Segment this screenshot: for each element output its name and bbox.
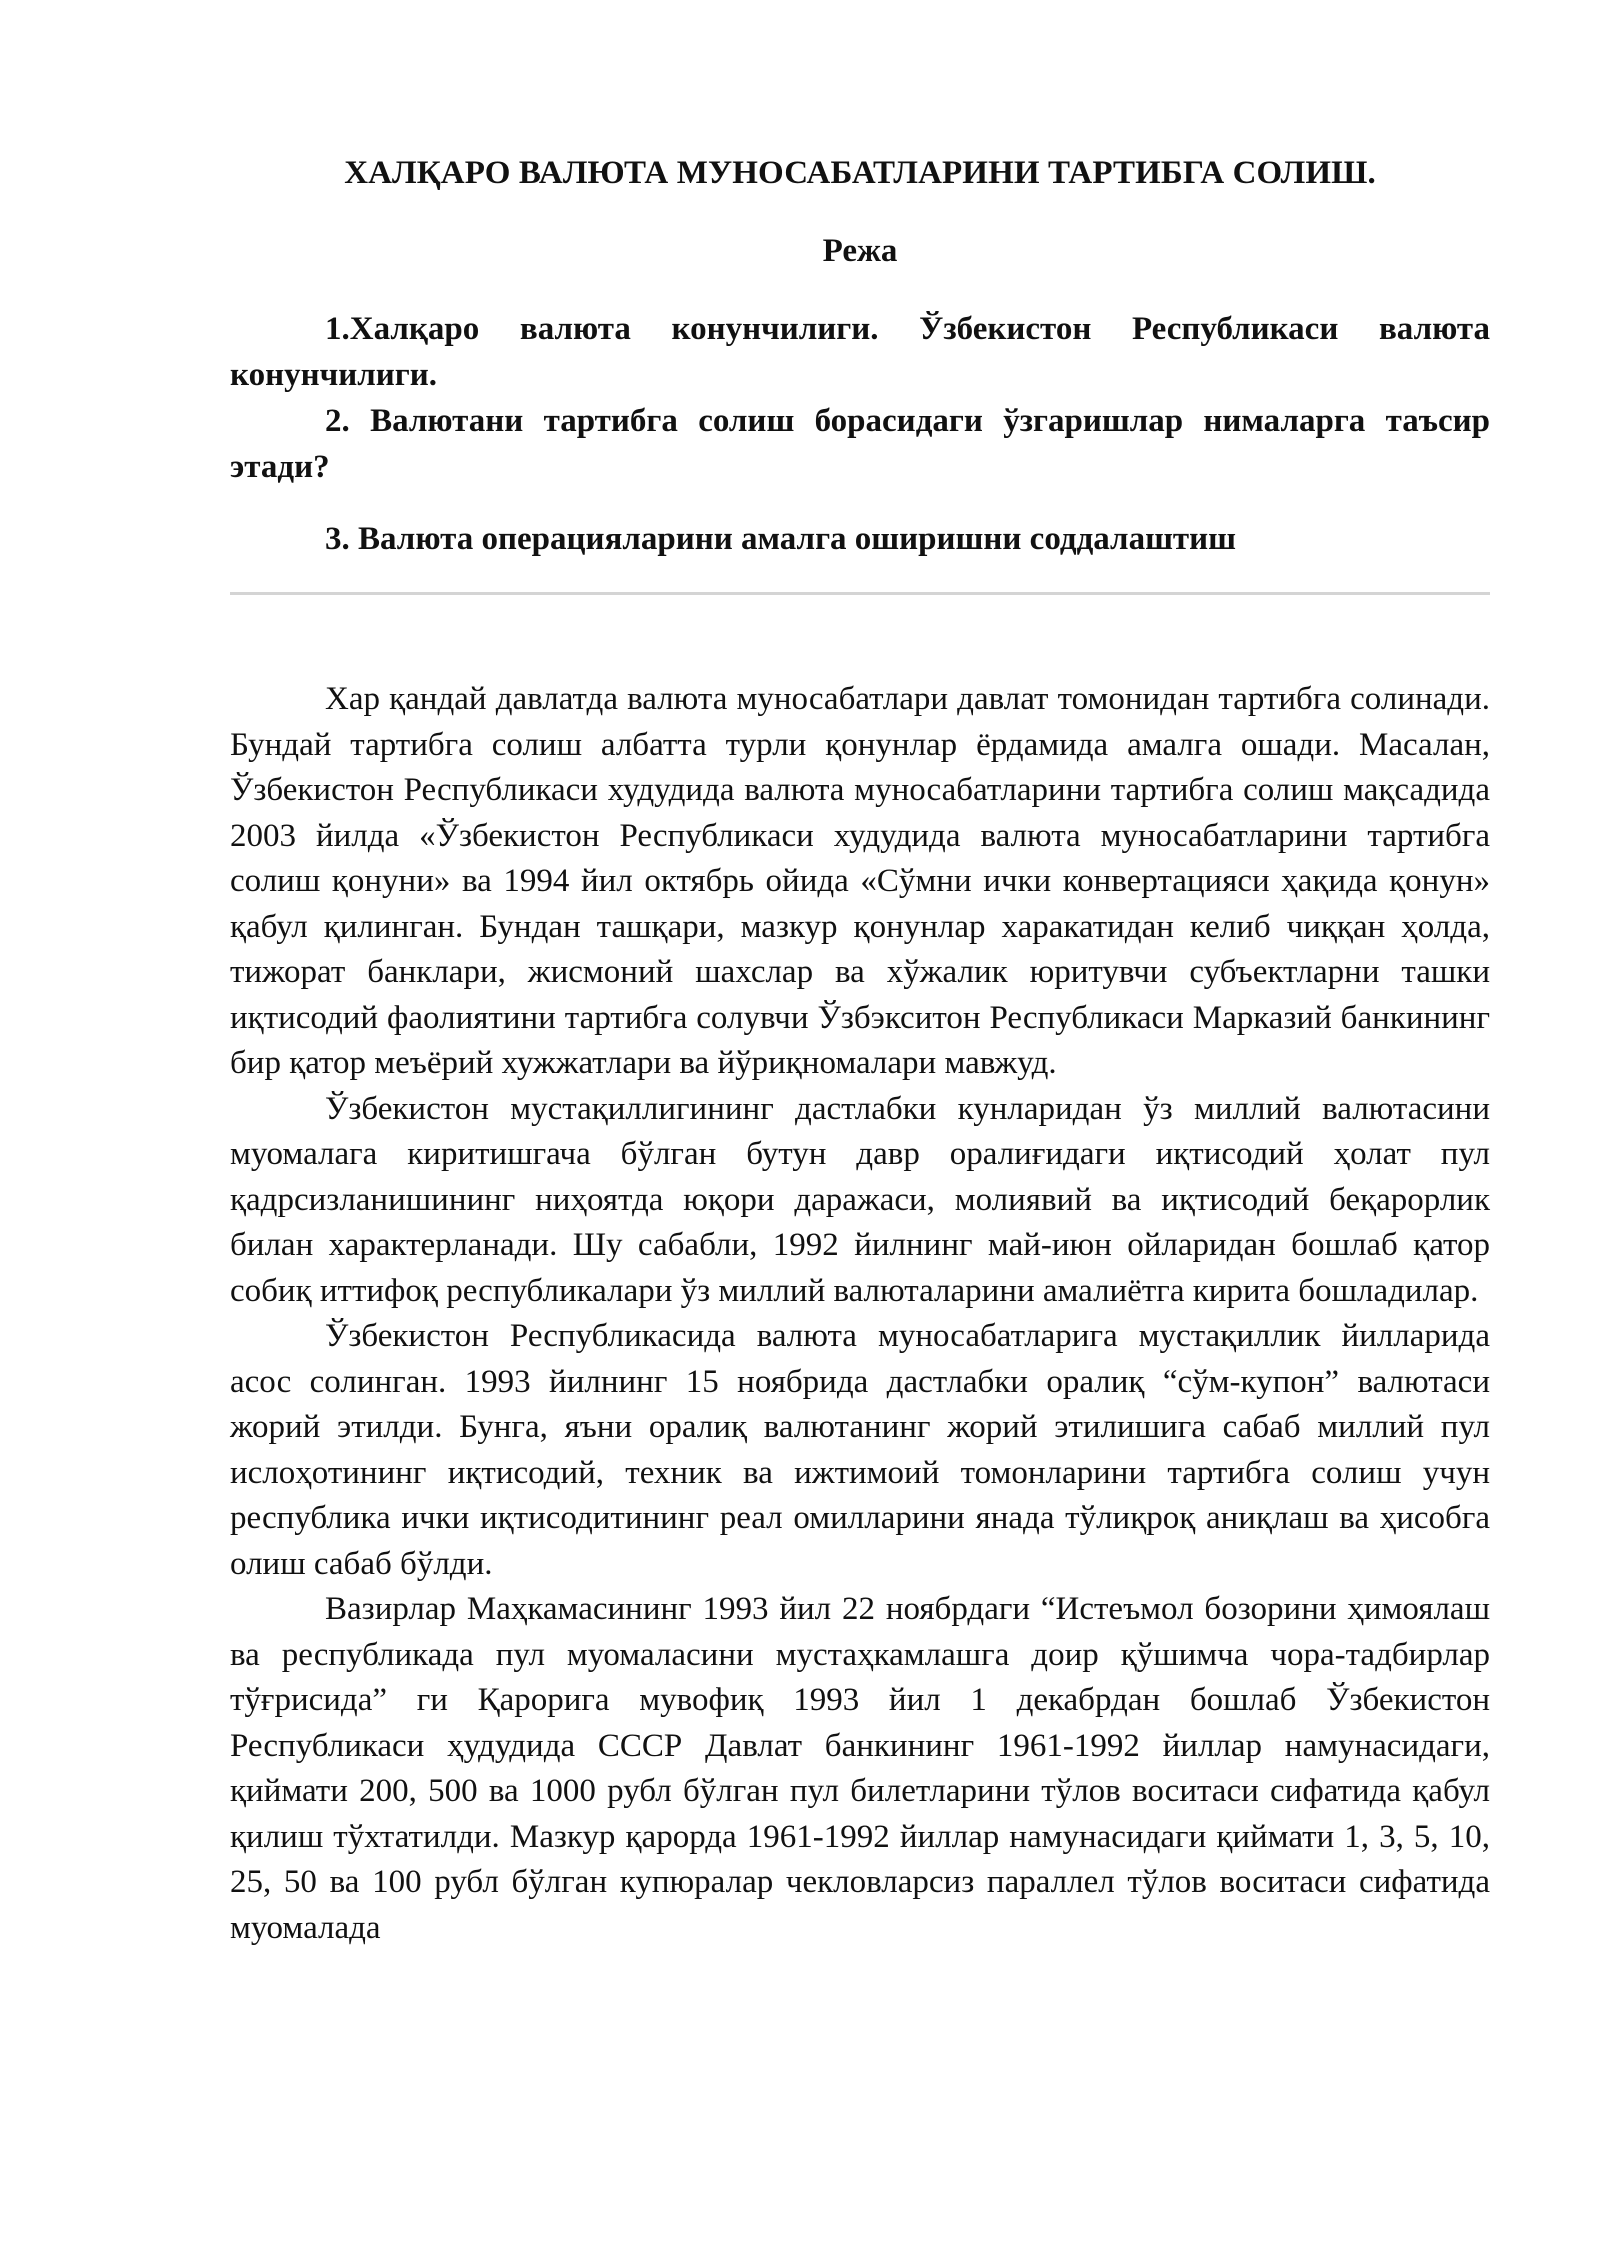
- document-content: [230, 150, 1490, 1951]
- plan-heading: Режа: [822, 233, 898, 269]
- paragraph-3: Ўзбекистон Республикасида валюта муносабатларига мустақиллик йилларида асос солинган. 1993 йилнинг 15 ноябрида дастлабки оралиқ “сўм-купон” валютаси жорий этилди. Бунга, яъни оралиқ валютанинг жорий этилишига сабаб миллий пул ислоҳотининг иқтисодий, техник ва ижтимоий томонларини тартибга солиш учун республика ички иқтисодитининг реал омилларини янада тўлиқроқ аниқлаш ва ҳисобга олиш сабаб бўлди.: [230, 1318, 1490, 1582]
- plan-item-2: 2. Валютани тартибга солиш борасидаги ўзгаришлар нималарга таъсир этади?: [230, 403, 1490, 485]
- section-divider: [230, 592, 1490, 595]
- paragraph-1: Хар қандай давлатда валюта муносабатлари давлат томонидан тартибга солинади. Бундай тартибга солиш албатта турли қонунлар ёрдамида амалга ошади. Масалан, Ўзбекистон Республикаси худудида валюта муносабатларини тартибга солиш мақсадида 2003 йилда «Ўзбекистон Республикаси худудида валюта муносабатларини тартибга солиш қонуни» ва 1994 йил октябрь ойида «Сўмни ички конвертацияси ҳақида қонун» қабул қилинган. Бундан ташқари, мазкур қонунлар харакатидан келиб чиққан ҳолда, тижорат банклари, жисмоний шахслар ва хўжалик юритувчи субъектларни ташки иқтисодий фаолиятини тартибга солувчи Ўзбэкситон Республикаси Марказий банкининг бир қатор меъёрий хужжатлари ва йўриқномалари мавжуд.: [230, 681, 1490, 1081]
- document-title: ХАЛҚАРО ВАЛЮТА МУНОСАБАТЛАРИНИ ТАРТИБГА СОЛИШ.: [344, 155, 1376, 191]
- body-text: [230, 677, 1490, 1951]
- plan-item-1: 1.Халқаро валюта конунчилиги. Ўзбекистон Республикаси валюта конунчилиги.: [230, 311, 1490, 393]
- paragraph-2: Ўзбекистон мустақиллигининг дастлабки кунларидан ўз миллий валютасини муомалага киритишгача бўлган бутун давр оралиғидаги иқтисодий ҳолат пул қадрсизланишининг ниҳоятда юқори даражаси, молиявий ва иқтисодий беқарорлик билан характерланади. Шу сабабли, 1992 йилнинг май-июн ойларидан бошлаб қатор собиқ иттифоқ республикалари ўз миллий валюталарини амалиётга кирита бошладилар.: [230, 1090, 1490, 1309]
- plan-item-3: 3. Валюта операцияларини амалга оширишни соддалаштиш: [325, 521, 1237, 557]
- paragraph-4: Вазирлар Маҳкамасининг 1993 йил 22 ноябрдаги “Истеъмол бозорини ҳимоялаш ва республикада пул муомаласини мустаҳкамлашга доир қўшимча чора-тадбирлар тўғрисида” ги Қарорига мувофиқ 1993 йил 1 декабрдан бошлаб Ўзбекистон Республикаси ҳудудида СССР Давлат банкининг 1961-1992 йиллар намунасидаги, қиймати 200, 500 ва 1000 рубл бўлган пул билетларини тўлов воситаси сифатида қабул қилиш тўхтатилди. Мазкур қарорда 1961-1992 йиллар намунасидаги қиймати 1, 3, 5, 10, 25, 50 ва 100 рубл бўлган купюралар чекловларсиз параллел тўлов воситаси сифатида муомалада: [230, 1591, 1490, 1946]
